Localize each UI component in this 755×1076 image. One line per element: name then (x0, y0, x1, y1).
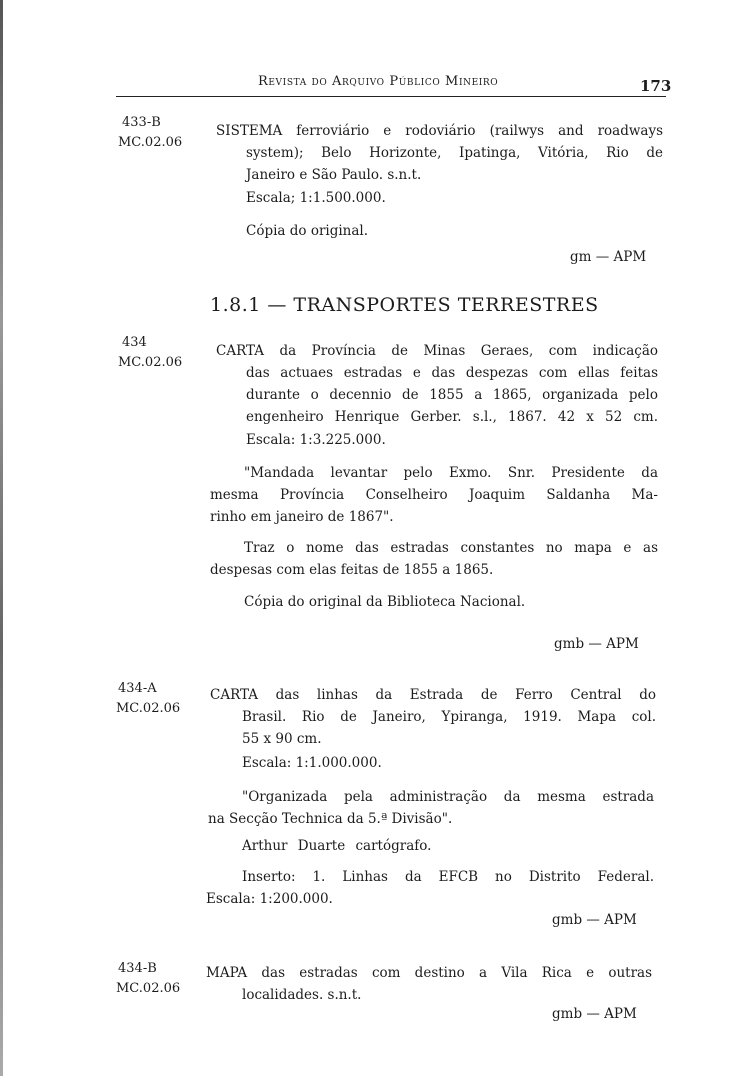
entry-scale: Escala: 1:1.000.000. (242, 755, 382, 771)
entry-description (206, 962, 652, 984)
entry-scale: Escala: 1:3.225.000. (246, 432, 386, 448)
header-rule (116, 96, 666, 97)
entry-quote (208, 786, 654, 830)
entry-code: 434-A (118, 681, 157, 696)
insert-line: Escala: 1:200.000. (206, 891, 333, 907)
description-line: system); Belo Horizonte, Ipatinga, Vitória, Rio de (246, 145, 663, 161)
quote-line: mesma Província Conselheiro Joaquim Saldanha Ma- (210, 487, 658, 503)
quote-line: rinho em janeiro de 1867". (210, 509, 394, 525)
entry-note: Cópia do original. (246, 223, 369, 239)
section-heading: 1.8.1 — TRANSPORTES TERRESTRES (210, 294, 599, 316)
entry-quote (210, 462, 658, 528)
entry-shelfmark: MC.02.06 (116, 981, 181, 996)
entry-source: gmb — APM (552, 1006, 637, 1022)
entry-description-cont (242, 706, 656, 750)
entry-description (210, 684, 656, 706)
description-line: MAPA das estradas com destino a Vila Rica e outras (206, 965, 652, 981)
running-title: Revista do Arquivo Público Mineiro (258, 74, 499, 89)
entry-insert (206, 866, 654, 910)
entry-description-cont (242, 984, 652, 1006)
entry-description-cont (246, 362, 658, 428)
note-line: Traz o nome das estradas constantes no mapa e as (244, 540, 658, 556)
description-line: 55 x 90 cm. (242, 731, 322, 747)
note-line: despesas com elas feitas de 1855 a 1865. (210, 562, 494, 578)
page-number: 173 (640, 77, 672, 95)
entry-cartographer: Arthur Duarte cartógrafo. (242, 838, 432, 854)
description-line: Brasil. Rio de Janeiro, Ypiranga, 1919. Mapa col. (242, 709, 656, 725)
entry-description-cont (246, 142, 663, 186)
quote-line: "Mandada levantar pelo Exmo. Snr. Presidente da (244, 465, 658, 481)
insert-line: Inserto: 1. Linhas da EFCB no Distrito Federal. (242, 869, 654, 885)
entry-scale: Escala; 1:1.500.000. (246, 190, 386, 206)
description-line: engenheiro Henrique Gerber. s.l., 1867. 42 x 52 cm. (246, 409, 658, 425)
description-line: das actuaes estradas e das despezas com ellas feitas (246, 365, 658, 381)
entry-source: gmb — APM (554, 636, 639, 652)
entry-note (210, 537, 658, 581)
entry-description (216, 340, 658, 362)
entry-code: 434 (122, 335, 147, 350)
entry-shelfmark: MC.02.06 (118, 355, 183, 370)
description-line: durante o decennio de 1855 a 1865, organizada pelo (246, 387, 658, 403)
entry-source: gmb — APM (552, 912, 637, 928)
entry-source: gm — APM (570, 249, 647, 265)
description-line: CARTA das linhas da Estrada de Ferro Central do (210, 687, 656, 703)
description-line: SISTEMA ferroviário e rodoviário (railwys and roadways (216, 123, 663, 139)
description-line: Janeiro e São Paulo. s.n.t. (246, 167, 422, 183)
entry-code: 434-B (118, 961, 157, 976)
quote-line: na Secção Technica da 5.ª Divisão". (208, 811, 453, 827)
entry-note-original: Cópia do original da Biblioteca Nacional. (244, 594, 526, 610)
description-line: localidades. s.n.t. (242, 987, 362, 1003)
entry-description (216, 120, 663, 142)
quote-line: "Organizada pela administração da mesma estrada (242, 789, 654, 805)
page-edge-shadow (0, 0, 3, 1076)
entry-code: 433-B (122, 115, 161, 130)
entry-shelfmark: MC.02.06 (116, 701, 181, 716)
description-line: CARTA da Província de Minas Geraes, com indicação (216, 343, 658, 359)
entry-shelfmark: MC.02.06 (118, 135, 183, 150)
